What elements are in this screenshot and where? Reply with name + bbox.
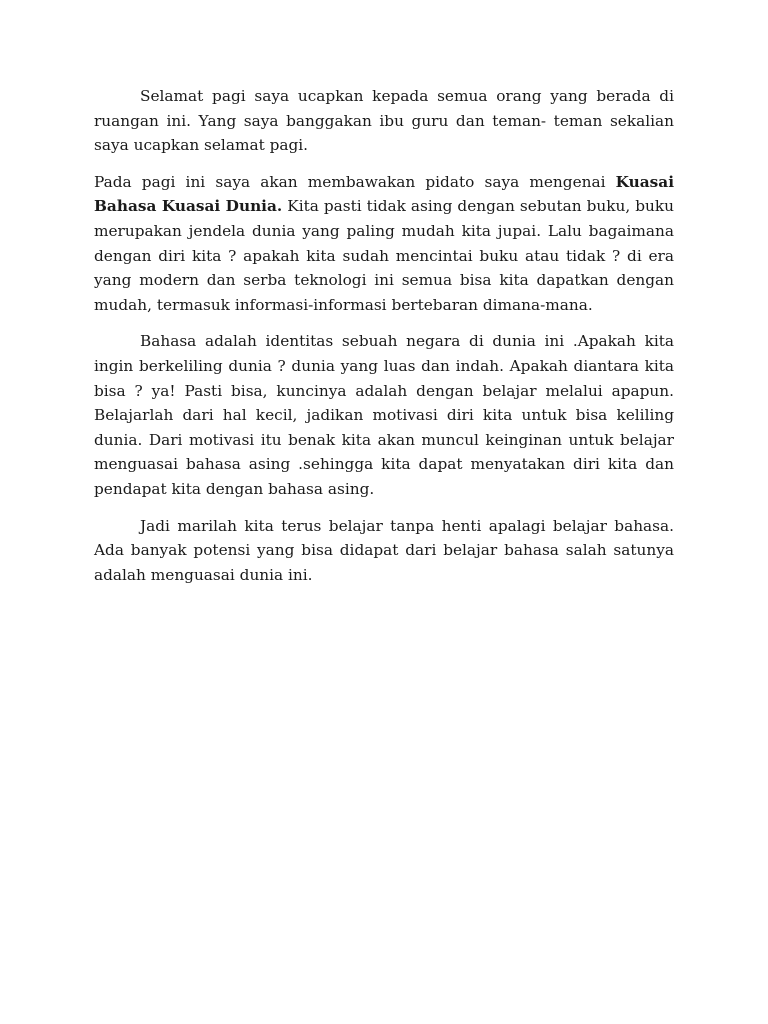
paragraph-greeting: Selamat pagi saya ucapkan kepada semua orang yang berada di ruangan ini. Yang saya banggakan ibu guru dan teman- teman sekalian saya ucapkan selamat pagi. xyxy=(94,87,674,155)
document-body xyxy=(94,84,674,599)
paragraph-topic-rest: Kita pasti tidak asing dengan sebutan buku, buku merupakan jendela dunia yang paling mudah kita jupai. Lalu bagaimana dengan diri kita ? apakah kita sudah mencintai buku atau tidak ? di era yang modern dan serba teknologi ini semua bisa kita dapatkan dengan mudah, termasuk informasi-informasi bertebaran dimana-mana. xyxy=(94,197,674,314)
paragraph-topic xyxy=(94,170,674,318)
speech-title: Kuasai Bahasa Kuasai Dunia. xyxy=(94,172,674,216)
paragraph-topic-intro: Pada pagi ini saya akan membawakan pidato saya mengenai xyxy=(94,172,616,191)
paragraph-conclusion: Jadi marilah kita terus belajar tanpa henti apalagi belajar bahasa. Ada banyak potensi yang bisa didapat dari belajar bahasa salah satunya adalah menguasai dunia ini. xyxy=(94,516,674,584)
paragraph-language-identity: Bahasa adalah identitas sebuah negara di dunia ini .Apakah kita ingin berkeliling dunia ? dunia yang luas dan indah. Apakah diantara kita bisa ? ya! Pasti bisa, kuncinya adalah dengan belajar melalui apapun. Belajarlah dari hal kecil, jadikan motivasi diri kita untuk bisa keliling dunia. Dari motivasi itu benak kita akan muncul keinginan untuk belajar menguasai bahasa asing .sehingga kita dapat menyatakan diri kita dan pendapat kita dengan bahasa asing. xyxy=(94,332,674,498)
